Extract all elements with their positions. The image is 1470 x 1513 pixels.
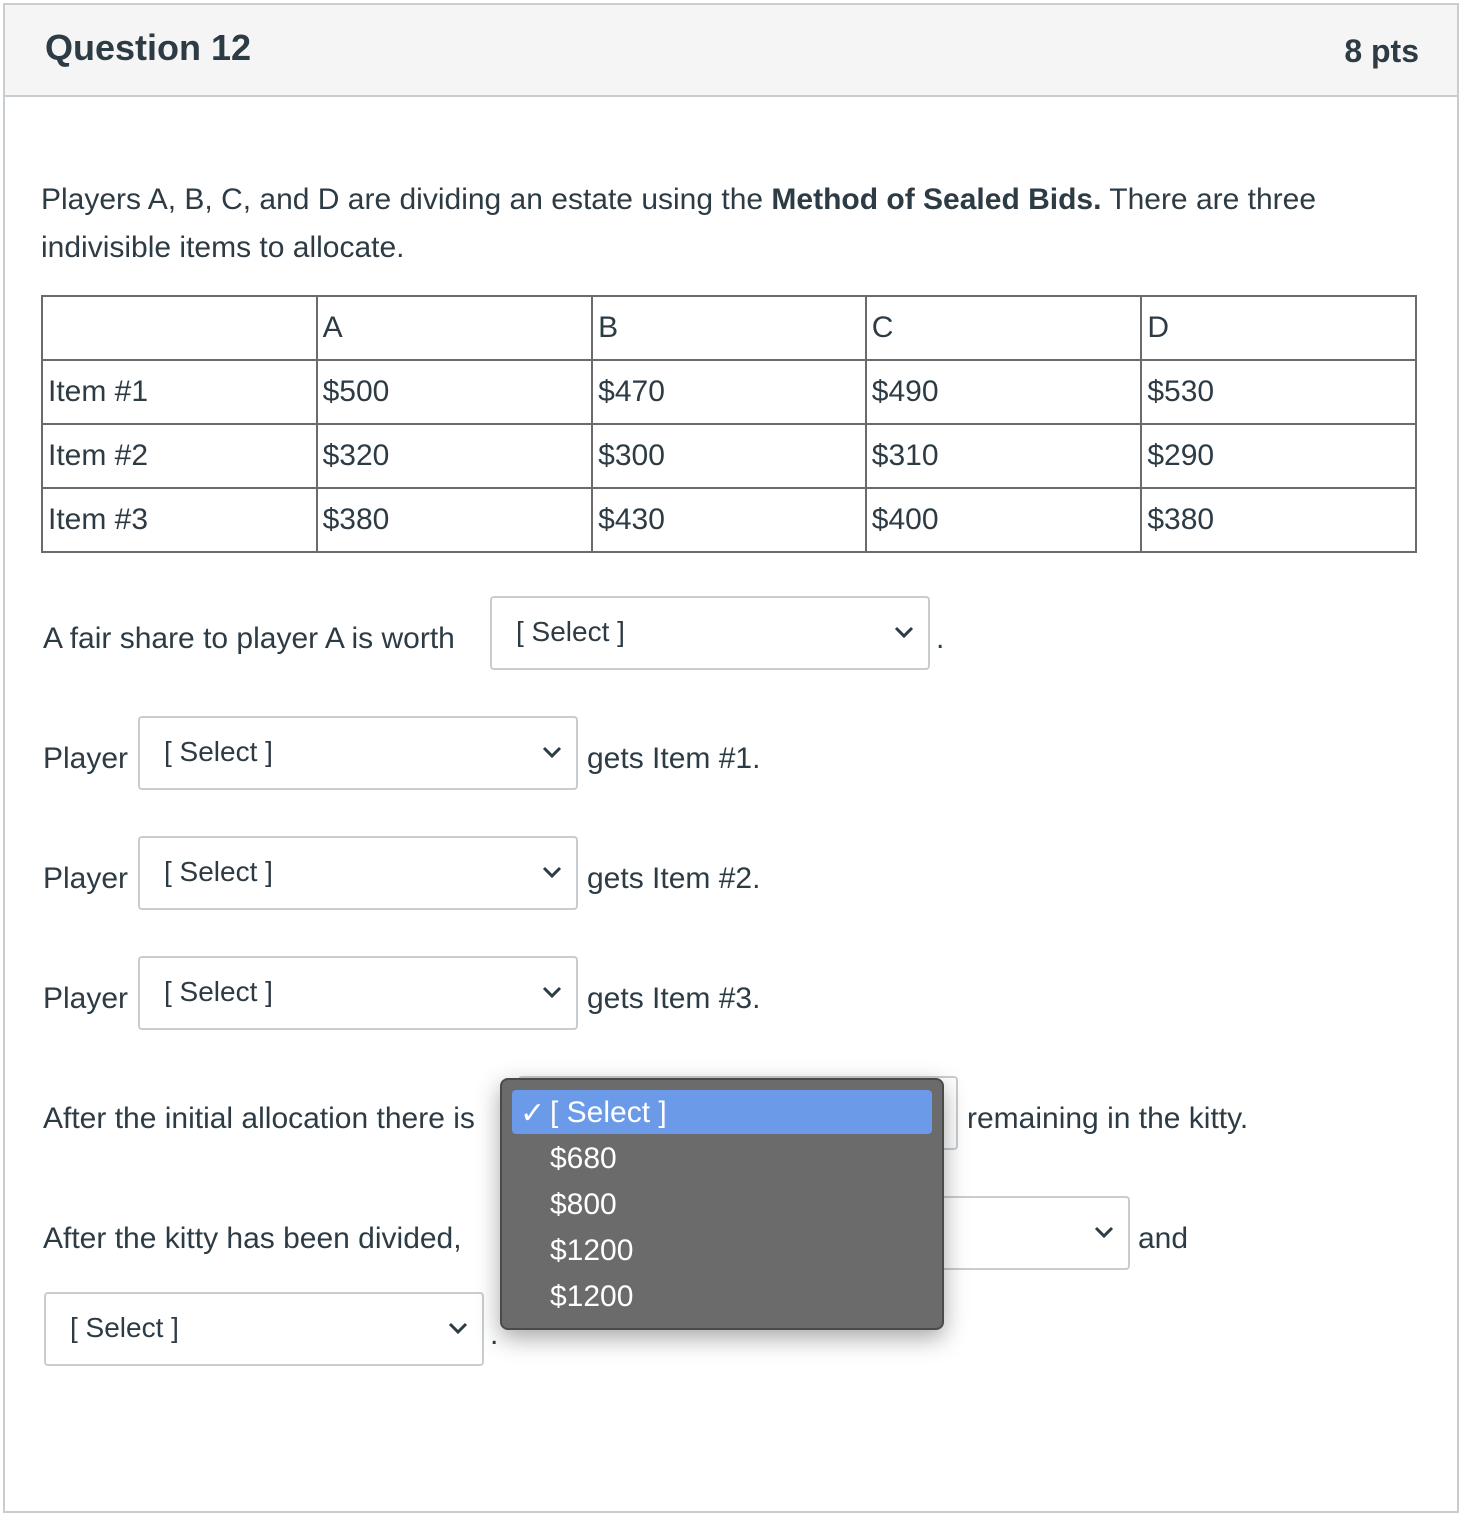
table-cell: $300 (592, 424, 866, 488)
select-value: [ Select ] (164, 856, 273, 887)
select-value: [ Select ] (164, 736, 273, 767)
table-cell: $380 (1141, 488, 1416, 552)
dropdown-option[interactable] (512, 1182, 932, 1226)
select-value: [ Select ] (70, 1312, 179, 1343)
dropdown-option[interactable] (512, 1274, 932, 1318)
table-cell: $400 (866, 488, 1142, 552)
chevron-down-icon (540, 740, 564, 764)
intro-text-2: There are three indivisible items to allocate. (41, 183, 1317, 264)
table-header-cell (42, 296, 317, 360)
intro-text-1: Players A, B, C, and D are dividing an estate using the (41, 183, 772, 216)
question-points: 8 pts (1344, 33, 1419, 69)
checkmark-icon: ✓ (520, 1097, 546, 1130)
chevron-down-icon (540, 860, 564, 884)
item3-suffix: gets Item #3. (587, 982, 761, 1015)
table-cell: $490 (866, 360, 1142, 424)
table-header-cell: C (866, 296, 1142, 360)
player-label: Player (43, 862, 129, 895)
player-item1-select[interactable] (138, 716, 578, 790)
table-cell: $310 (866, 424, 1142, 488)
option-label: $800 (550, 1188, 617, 1221)
fair-share-label: A fair share to player A is worth (43, 622, 455, 655)
final-select[interactable] (44, 1292, 484, 1366)
option-label: $1200 (550, 1280, 634, 1313)
table-cell: $500 (317, 360, 593, 424)
player-label: Player (43, 982, 129, 1015)
option-label: [ Select ] (550, 1096, 667, 1129)
fair-share-period: . (936, 622, 945, 655)
table-header-cell: A (317, 296, 593, 360)
table-cell: $530 (1141, 360, 1416, 424)
item1-suffix: gets Item #1. (587, 742, 761, 775)
dropdown-option[interactable] (512, 1228, 932, 1272)
divided-label: After the kitty has been divided, (43, 1222, 462, 1255)
select-value: [ Select ] (164, 976, 273, 1007)
dropdown-option[interactable] (512, 1136, 932, 1180)
table-row (42, 488, 1416, 552)
table-cell: $470 (592, 360, 866, 424)
table-cell: Item #3 (42, 488, 317, 552)
final-period: . (490, 1318, 499, 1351)
fair-share-select[interactable] (490, 596, 930, 670)
table-header-cell: D (1141, 296, 1416, 360)
dropdown-option-selected[interactable] (512, 1090, 932, 1134)
bids-table (41, 295, 1417, 553)
kitty-dropdown-menu (500, 1078, 944, 1330)
kitty-suffix: remaining in the kitty. (967, 1102, 1249, 1135)
question-title: Question 12 (45, 27, 252, 68)
player-item2-select[interactable] (138, 836, 578, 910)
kitty-label: After the initial allocation there is (43, 1102, 475, 1135)
question-intro (41, 176, 1371, 272)
table-row (42, 360, 1416, 424)
chevron-down-icon (892, 620, 916, 644)
table-cell: Item #1 (42, 360, 317, 424)
table-header-cell: B (592, 296, 866, 360)
divided-and: and (1138, 1222, 1189, 1255)
select-value: [ Select ] (516, 616, 625, 647)
table-header-row (42, 296, 1416, 360)
item2-suffix: gets Item #2. (587, 862, 761, 895)
chevron-down-icon (1092, 1220, 1116, 1244)
table-cell: $320 (317, 424, 593, 488)
player-item3-select[interactable] (138, 956, 578, 1030)
table-cell: $430 (592, 488, 866, 552)
intro-bold: Method of Sealed Bids. (771, 183, 1102, 216)
player-label: Player (43, 742, 129, 775)
table-cell: Item #2 (42, 424, 317, 488)
table-row (42, 424, 1416, 488)
chevron-down-icon (540, 980, 564, 1004)
question-header (5, 5, 1457, 97)
table-cell: $380 (317, 488, 593, 552)
chevron-down-icon (446, 1316, 470, 1340)
table-cell: $290 (1141, 424, 1416, 488)
option-label: $1200 (550, 1234, 634, 1267)
option-label: $680 (550, 1142, 617, 1175)
